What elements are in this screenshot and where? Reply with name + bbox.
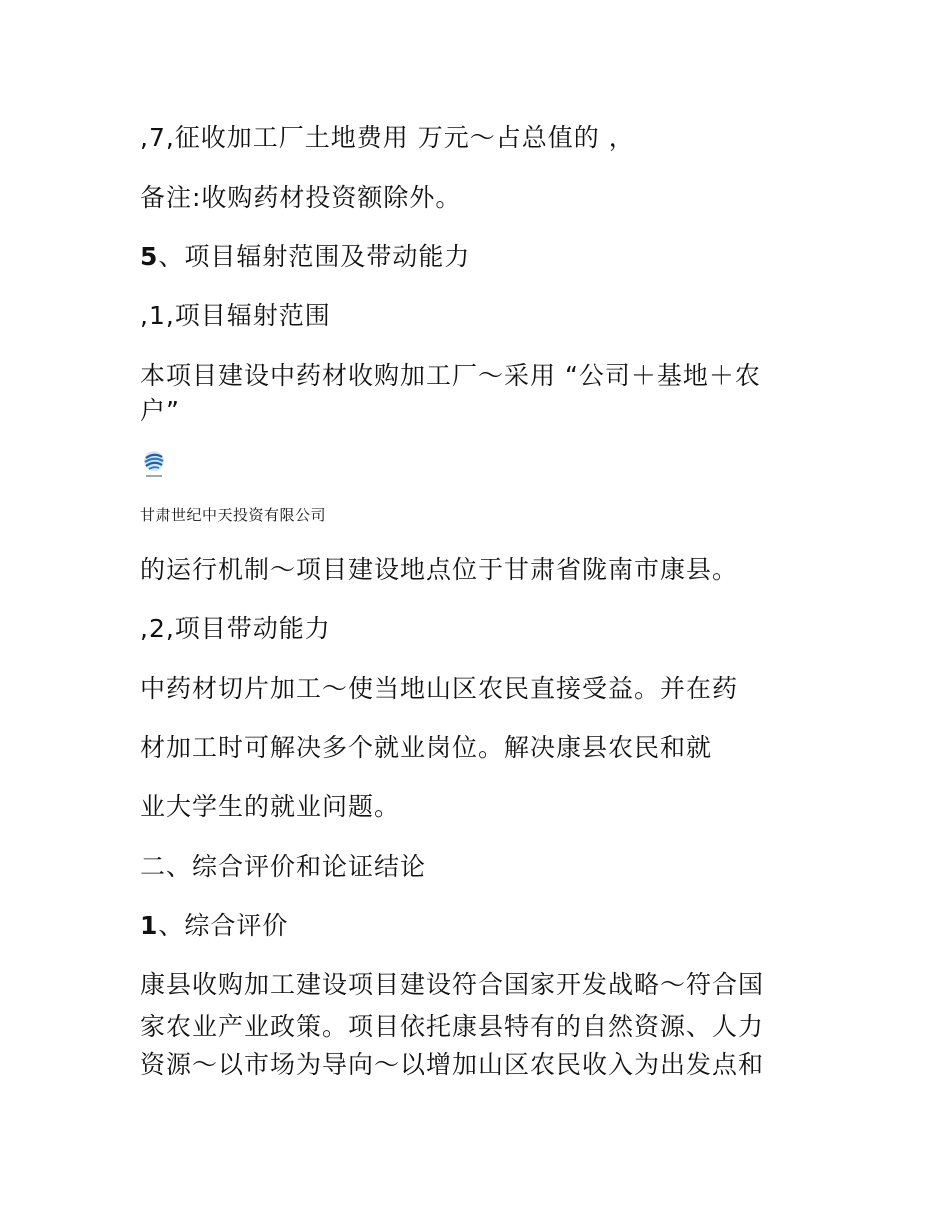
- section-number: 5: [140, 242, 159, 271]
- text-line: 备注:收购药材投资额除外。: [140, 183, 462, 212]
- subsection-heading: ,2,项目带动能力: [140, 614, 331, 643]
- company-globe-logo-icon: [142, 450, 166, 480]
- text-line: 本项目建设中药材收购加工厂～采用 “公司＋基地＋农: [140, 361, 761, 390]
- text-line: 资源～以市场为导向～以增加山区农民收入为出发点和: [140, 1050, 765, 1079]
- text-line: 康县收购加工建设项目建设符合国家开发战略～符合国: [140, 970, 765, 999]
- text-line: ,7,征收加工厂土地费用 万元～占总值的 ，: [140, 123, 635, 152]
- text-line: 户”: [140, 396, 180, 425]
- section-title: 、综合评价: [158, 911, 289, 940]
- text-line: 中药材切片加工～使当地山区农民直接受益。并在药: [140, 674, 739, 703]
- section-heading: [140, 242, 470, 272]
- text-line: 业大学生的就业问题。: [140, 792, 401, 821]
- text-line: 材加工时可解决多个就业岗位。解决康县农民和就: [140, 733, 713, 762]
- section-number: 1: [140, 911, 159, 940]
- text-line: 家农业产业政策。项目依托康县特有的自然资源、人力: [140, 1012, 765, 1041]
- subsection-heading: ,1,项目辐射范围: [140, 301, 331, 330]
- text-line: 的运行机制～项目建设地点位于甘肃省陇南市康县。: [140, 555, 739, 584]
- section-title: 、项目辐射范围及带动能力: [158, 242, 471, 271]
- chapter-heading: 二、综合评价和论证结论: [140, 852, 427, 881]
- company-name: 甘肃世纪中天投资有限公司: [140, 506, 327, 524]
- section-heading: [140, 911, 288, 941]
